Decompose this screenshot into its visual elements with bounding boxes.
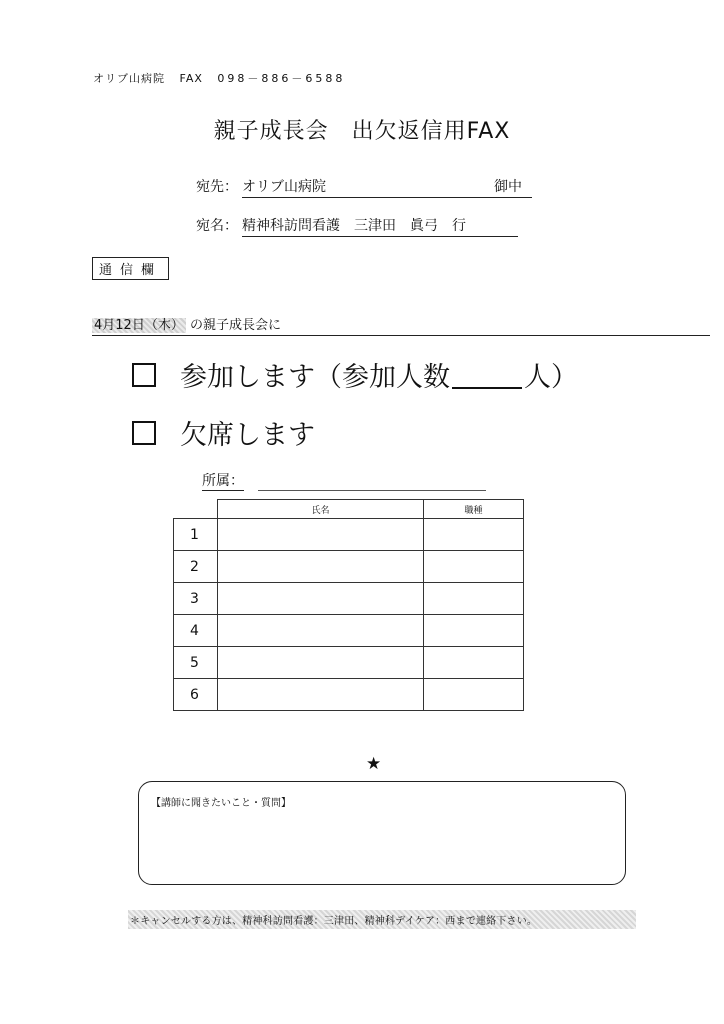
question-label: 【講師に聞きたいこと・質問】 (151, 798, 291, 809)
attend-label: 参加します（参加人数 (180, 362, 450, 393)
cancel-note: ＊キャンセルする方は、精神科訪問看護：三津田、精神科デイケア：西まで連絡下さい。 (128, 910, 636, 929)
star-icon: ★ (366, 754, 382, 774)
communication-label: 通信欄 (92, 257, 169, 280)
affiliation-line[interactable] (258, 476, 486, 491)
table-header-row (174, 500, 524, 519)
page-title: 親子成長会 出欠返信用FAX (213, 119, 511, 144)
table-row (174, 551, 524, 583)
fax-number: 098－886－6588 (217, 72, 346, 85)
row-number: 3 (174, 583, 218, 615)
occupation-cell[interactable] (424, 583, 524, 615)
absent-label: 欠席します (180, 420, 315, 451)
occupation-cell[interactable] (424, 551, 524, 583)
attendee-count-blank[interactable] (452, 361, 522, 389)
row-number: 5 (174, 647, 218, 679)
event-date-line (92, 314, 710, 336)
name-value: 精神科訪問看護 三津田 眞弓 行 (242, 215, 518, 237)
absent-checkbox[interactable] (132, 421, 156, 445)
recipient-name-row (196, 215, 518, 237)
affiliation-label: 所属： (202, 470, 244, 491)
name-cell[interactable] (218, 519, 424, 551)
table-row (174, 615, 524, 647)
occupation-cell[interactable] (424, 615, 524, 647)
row-number: 6 (174, 679, 218, 711)
recipient-to-row (196, 176, 532, 198)
header-number (174, 500, 218, 519)
table-row (174, 679, 524, 711)
to-label: 宛先： (196, 179, 238, 195)
name-cell[interactable] (218, 647, 424, 679)
occupation-cell[interactable] (424, 519, 524, 551)
event-date-text: の親子成長会に (189, 318, 281, 333)
table-row (174, 647, 524, 679)
table-row (174, 519, 524, 551)
row-number: 1 (174, 519, 218, 551)
attend-option[interactable] (132, 355, 578, 394)
name-label: 宛名： (196, 218, 238, 234)
to-suffix: 御中 (494, 179, 522, 195)
absent-option[interactable] (132, 413, 315, 452)
name-cell[interactable] (218, 551, 424, 583)
attendee-table (173, 499, 524, 711)
row-number: 4 (174, 615, 218, 647)
row-number: 2 (174, 551, 218, 583)
header-name: 氏名 (218, 500, 424, 519)
attend-checkbox[interactable] (132, 363, 156, 387)
to-value-field (242, 176, 532, 198)
name-cell[interactable] (218, 583, 424, 615)
to-value: オリブ山病院 (242, 179, 326, 195)
hospital-name: オリブ山病院 (93, 72, 165, 85)
affiliation-field[interactable] (202, 470, 486, 491)
occupation-cell[interactable] (424, 679, 524, 711)
attend-label-end: 人） (524, 362, 578, 393)
header-occupation: 職種 (424, 500, 524, 519)
event-date: 4月12日（木） (94, 318, 184, 333)
question-box[interactable] (138, 781, 626, 885)
name-cell[interactable] (218, 679, 424, 711)
header-fax-line (93, 70, 345, 86)
fax-label: FAX (179, 72, 203, 85)
table-row (174, 583, 524, 615)
name-cell[interactable] (218, 615, 424, 647)
occupation-cell[interactable] (424, 647, 524, 679)
